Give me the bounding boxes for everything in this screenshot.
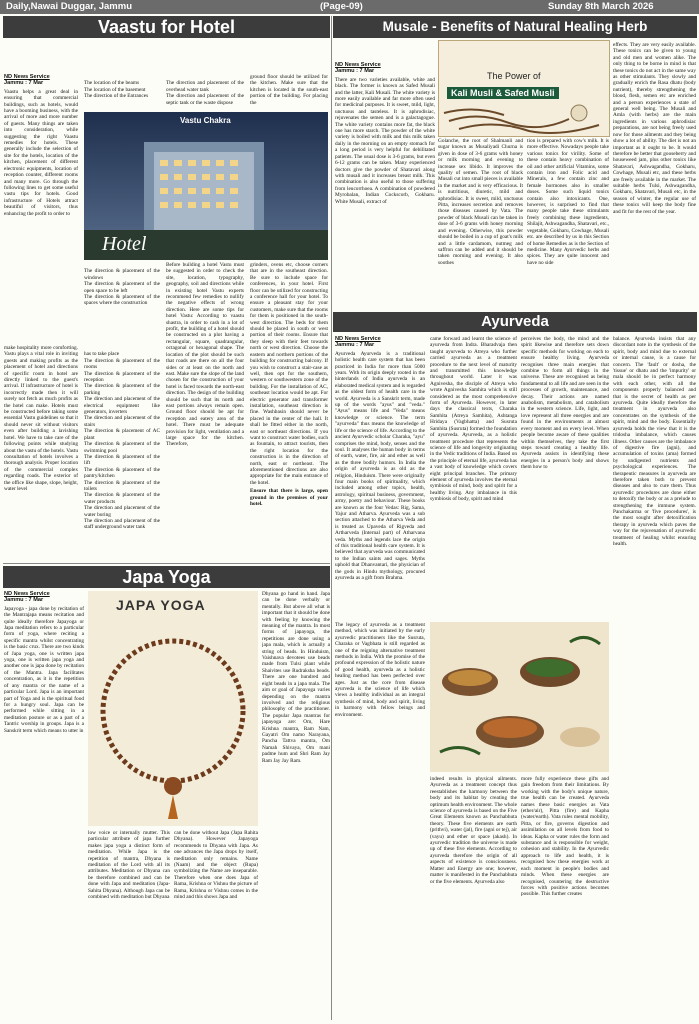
japa-col4 <box>262 591 330 1019</box>
japa-dateline: Jammu : 7 Mar <box>4 597 44 604</box>
musale-text-4: effects. They are very easily available. These tonics can be given to young and old men and women alike. The only thing to be borne in mind is that these tonics do not act in the same way as other stimulants. They slowly and gradually enrich the Rasa dhatu (body nutrient), thereby strengthening the blood, flesh, semen etc are enriched and a person experiences a state of general well being. The Musali and Amla (with herbs) are the main ingredients in various aphrodisiac preparations, are not being freely used now for those ailments and they being show a lot of ability. The diet is not an important as it ought to be. It would therefore be better that gooseberry and houseweed jam, plus other tonics like Shatavari, Ashwagandha, Gokharu, Cowhage, Musali etc, and these herbs are freely available in the market. The suitable herbs Tulsi, Ashwagandha, Gokharu, Shatavari, Musali etc, in the season of winter, the regular use of these tonics will keep the body fine and fit for the rest of the year. <box>613 42 696 215</box>
ayurveda-byline: ND News Service <box>335 336 381 342</box>
herbs-illustration <box>430 622 609 772</box>
japa-text-2: low voice or internally mutter. This particular attribute of japa further makes japa yoga a distinct form of meditation. While Japa is the repetition of mantra, Dhyana is meditation of the Lord with all its attributes. Meditation or Dhyana can be therefore combined and can be done with Japa and meditation (Japa-Sahita Dhyana). Although Japa can be combined with meditation but Dhyana <box>88 830 170 901</box>
ayurveda-photo <box>430 622 609 772</box>
vaastu-col4b <box>250 262 328 560</box>
hotel-photo <box>84 112 328 260</box>
vaastu-text-1b: make hospitality more comforting. Vastu plays a vital role in inviting guests and making profits as the placement of hotel and directions of specific room in hotel are directly linked to the guest's arrival. If infrastructure of hotel is incorrectly made then it will surely not fetch as much profits as the hotel can make. Hotels must be constructed before taking some essential Vastu guidelines so that it should never sit without visitors even after building a lavishing hotel. We have to take care of the following points while studying about the vastu of the hotels. Vastu consultation of hotels involves a thorough analysis. Proper location of the commercial complex regarding roads. The exterior of the office like shape, slope, height, water level <box>4 345 78 492</box>
musale-col3 <box>527 138 609 308</box>
section-divider <box>3 563 330 564</box>
ayurveda-text-2: came forward and learnt the science of ayurveda from Indra. Bharadvaja then taught ayurveda to Atreya who further carried ayurveda as a treatment procedure to the next level of maturity and transmitted this knowledge throughout world. Later it was Agnivesha, the disciple of Atreya who wrote Agnivesha Samhita which is still considered as the most comprehensive form of Ayurveda. However, in later days the classical texts, Charaka Samhita (Atreya Samhita), Ashtanga Hridaya (Vagbhatta) and Susruta Samhita (Susruta) formed the foundation of ayurveda. Ayurveda, as a holistic treatment procedure that represents the science of life and longevity originating in the Vedic traditions of India. Based on the principle of eternal life, ayurveda has a vast body of knowledge which covers eight principal branches. The primary element of ayurveda involves the eternal symbiosis of mind, body and spirit for a healthy living. Any imbalance in this symbiosis of body, spirit and mind <box>430 336 517 503</box>
ayurveda-more-col2 <box>521 776 609 1016</box>
japa-illustration <box>88 591 258 826</box>
ayurveda-more-col3 <box>335 622 425 1016</box>
edition-label: Daily,Nawai Duggar, Jammu <box>6 1 133 12</box>
page-number: (Page-09) <box>320 1 363 12</box>
ayurveda-more-col1 <box>430 776 517 1016</box>
ayurveda-text-1: Ayurveda Ayurveda is a traditional holistic health care system that has been practiced in India for more than 5000 years. With its origin deeply rooted in the hinterlands of India ayurveda is an elaborated medical system and is regarded as the oldest form of health care in the world. Ayurveda is a Sanskrit term, made up of the words "ayus" and "veda." "Ayus" means life and "Veda" means knowledge or science. The term "ayurveda" thus means the knowledge of life or the science of life. According to the ancient Ayurvedic scholar Charaka, "ayu" comprises the mind, body, senses and the soul. It analyses the human body in terms of earth, water, fire, air and ether as well as the three bodily humors. In India the origin of ayurveda is as old as the religion, Hinduism. There were originally four main books of spirituality, which included among other topics, health, astrology, spiritual business, government, army, poetry and behaviour. These books are known as the four Vedas: Rig, Sama, Yajur and Atharva. Ayurveda was a sub section attached to the Atharva Veda and is treated as Upaveda of Rigveda and Artharveda (Internal part) of Atharvana veda. Myths and legends lace the origin of this traditional health care system. It is believed that ayurveda was communicated to the Indian saints and sages. Myths uphold that Dhanvantari, the physician of the gods in Hindu mythology, procured ayurveda as a gift from Brahma. <box>335 350 425 582</box>
vaastu-col2 <box>84 74 160 110</box>
vaastu-text-2: The location of the beams The location of the basement The direction of the Entrances <box>84 80 149 100</box>
musli-roots-illustration <box>439 101 609 136</box>
japa-col1 <box>4 591 84 1019</box>
musale-col1 <box>335 62 435 308</box>
ayurveda-title: Ayurveda <box>333 312 697 332</box>
japa-text-4: Dhyana go hand in hand. Japa can be done verbally or mentally. But above all what is important that it should be done with feeling by knowing the meaning of the mantra. In most forms of japayoga, the repetitions are done using a japa mala, which is actually a string of beads. In Hinduism, Vaishnava devotees use beads made from Tulsi plant while Shaivites use Rudraksha beads. There are one hundred and eight beads in a japa mala. The aim or goal of Japayoga varies depending on the mantra involved and the religious philosophy of the practitioner. The popular Japa mantras for japayoga are: Om, Hare Krishna mantra, Ram Nam, Gayatri Om namo Narayana, Pancha Tattva mantra, Om Namah Shivaya, Om mani padme hum and Shri Ram Jay Ram Jay Jay Ram. <box>262 591 330 764</box>
ayurveda-text-4: balance. Ayurveda insists that any discordant note in the synthesis of the spirit, body and mind due to external or internal cause, is a cause for concern. The 'fault' or dosha, the 'tissue' or dhatu and the 'impurity' or mala should be in perfect harmony with each other, with all the components properly balanced and that is the secret of health as per ayurveda. Quite ideally therefore the treatment in ayurveda also concentrates on the synthesis of the spirit, mind and the body. Essentially ayurveda holds the view that it is the tridosha imbalance, which causes illness. Other causes are the imbalance of digestive fire (agni), and accumulation of toxins (ama) formed by undigested nutrients and psychological experiences. The therapeutic measures in ayurveda are therefore taken both to prevent diseases and also to cure them. Thus ayurvedic procedures are done either to detoxify the body or as a prelude to strengthening the immune system. Panchakarma or 'five procedures', is the most sought after detoxification therapy in ayurveda which paves the way for the rejuvenation of ayurvedic treatment of healing whilst ensuring health. <box>613 336 696 547</box>
vaastu-text-4b: grinders, ovens etc, choose corners that are in the southeast direction. Be sure to include space for conferences, in your hotel. First floor can be utilized for constructing a conference hall for your hotel. To ensure a pleasant stay for your customers, make sure that the rooms for them is positioned in the south-west direction. The beds for them should be placed in south or west portion of their rooms. Ensure that they sleep with their feet towards north or west direction. Choose the eastern and northern portions of the building for constructing balcony. If you wish to construct a stair-case as well, then opt for the southern, western or southwestern zone of the building. For the installation of AC, southeast location would be apt. For electric generator and transformer installation, southeast direction is fine. Washbasin should never be placed in the center of the hall. It shall be fitted either in the north, east or northeast directions. If you want to construct water bodies, such as fountain, to attract tourists, then the right location for the construction is in the direction of north, east or northeast. The aforementioned directions are also appropriate for the main entrance of the hotel. <box>250 262 328 486</box>
japa-text-3: can be done without Japa (Japa Rahita Dhyana). However Japayoga recommends to Dhyana with Japa. As one advances the Japa drops by itself, meditation only remains. Name (Naam) and the object (Rupa) symbolizing the Name are inseparable. Therefore when one does Japa of Rama, Krishna or Vishnu the picture of Rama, Krishna or Vishnu comes in the mind and this shows Japa and <box>174 830 258 901</box>
hotel-logo-text: Hotel <box>102 233 147 255</box>
musale-title: Musale - Benefits of Natural Healing Herb <box>333 16 697 38</box>
musale-text-2: Golanche, the root of Shalmanli and sugar known as Musaliyadi Churna is given in dose of 3-6 grams with honey or milk morning and evening to increase sex libido. It improves the quality of semen. The root of black Musali cut into small pieces is available in the market and is very efficacious. It is nutritious, diuretic, mild and aphrodisiac. It is sweet, mild, unctuous Pitta, increases secretion and removes those diseases caused by Vata. The powder of black Musali can be taken in dose of 3-6 grams with honey morning and evening. Otherwise, this powder should be boiled in a cup of goat's milk and a little cardamom, nutmeg and saffron can be added and it should be taken morning and evening. It also soothes <box>438 138 523 266</box>
musale-text-1: There are two varieties available, white and black. The former is known as Safed Musali and the latter, Kali Musali. The white variety is more easily available and far more often used for medicinal purposes. It is sweet, mild, light, unctuous and tasteless. It is aphrodisiac, rejuvenates the semen and is a galactagogue. The white variety contains more fat, the black one has more starch. The powder of the white variety is boiled with milk and this milk taken daily in the morning on an empty stomach for a long period is very helpful for debilitated patients. The usual dose is 3-6 grams, but even 6-12 grams can be taken. Many experienced doctors give the powder of Shatavari along with musali and it increases breast milk. This combination is also useful to those suffering from leucorrhoea. A combination of powdered Myrobalan, Indian Cockscorb, Gokharu. White Musali, extract of <box>335 76 435 205</box>
musale-text-3: tion is prepared with cow's milk. It is more effective. Nowadays people take various tonics for virility. Some of these contain heavy combination of oil and other artificial Vitamins, some contain iron and Folic acid and Minerals, a few contain zinc and female hormones also in smaller doses. Some such liquid tonics contain also intoxicants. One, however, is surprised to find that many people take these stimulants freely combining these ingredients, Shilajit, Ashwagandha, Shatavari, etc., vegetable, Gokharu, Cowhage, Musali etc. are described by us in this Section of home Remedies as is the Section of medicine. Many Ayurvedic herbs and spices. They are quite innocent and have no side <box>527 138 609 266</box>
issue-date: Sunday 8th March 2026 <box>548 1 654 12</box>
musale-dateline: Jammu : 7 Mar <box>335 68 375 75</box>
vaastu-col2b <box>84 262 160 342</box>
vaastu-col1b <box>4 345 78 560</box>
ayurveda-text-3: perceives the body, the mind and the spirit likewise and therefore sets down specific methods for working on each to ensure healthy living. Ayurveda recognises three main energies that combine to form all things in the universe. These are recognised as being fundamental to all life and are seen in the processes of growth, maintenance, and decay. Their actions are named anabolism, metabolism, and catabolism in the western science. Life, light, and love represent all three energies and are found in the environments at almost every moment and on every level. When people become aware of these qualities within themselves, they take the first steps toward creating a healthy life. Ayurveda assists in identifying these energies in a person's body and shows them how to <box>521 336 609 471</box>
ayurveda-col2 <box>430 336 517 620</box>
musale-col2 <box>438 138 523 308</box>
ayurveda-col3 <box>521 336 609 620</box>
vaastu-text-3b: Before building a hotel Vastu must be suggested in order to check the site, location, typography, geography, soil and directions while in existing hotel Vastu experts recommend few remedies to nullify the negative effects of wrong direction. Here are some tips for hotel Vastu: According to vaastu shastra, in order to cash in a lot of profit, the building of a hotel should be constructed on a plot having a rectangular, square, quadrangular, octagonal or hexagonal shape. The location of the plot should be such that roads are there on all the four sides or at least on the north and east. Make sure the slope of the land chosen for the construction of your hotel is faced towards the north-east direction. The design of the building should be such that its north and east portions always remain open. Ground floor should be apt for reception and eatery area of the hotel. There must be adequate provision for light, ventilation and a large space for the kitchen. Therefore, <box>166 262 244 448</box>
musli-banner <box>438 40 610 137</box>
ayurveda-more-text-1: indeed results in physical ailments. Ayurveda as a treatment concept thus reestablishes the harmony between the body and its habitat by creating the optimum health environment. The whole science of ayurveda is based on the Five Great Elements known as Panchabhuta theory. These five elements are earth (prithvi), water (jal), fire (agni or tej), air (vayu) and ether or space (akash). In ayurvedic tradition the universe is made up of these five elements. According to ayurveda therefore the origin of all aspects of existence is consciousness. Matter and Energy are one; however, matter is manifested in the Panchabhuta or the five elements. Ayurveda also <box>430 776 517 885</box>
musale-col4 <box>613 42 696 308</box>
ayurveda-col4 <box>613 336 696 1016</box>
vaastu-col2c <box>84 345 160 560</box>
vastu-chakra-caption: Vastu Chakra <box>180 116 231 125</box>
banner-line2: Kali Musli & Safed Musli <box>447 87 559 99</box>
japa-title: Japa Yoga <box>3 566 330 588</box>
hotel-illustration <box>84 112 328 260</box>
japa-col3 <box>174 830 258 1018</box>
japa-col2 <box>88 830 170 1018</box>
japa-image-title: JAPA YOGA <box>116 597 206 613</box>
vaastu-col1 <box>4 74 78 342</box>
vaastu-text-1: Vaastu helps a great deal in ensuring that commercial buildings, such as hotels, would have a booming business, with the arrival of more and more number of guests. Many things are taken into consideration, while suggesting the right Vaastu remedies for hotels. These generally include the selection of site for the hotels, location of the kitchen, placement of different electronic equipments, location of reception counter, different rooms and many more. Go through the following lines to get some useful vastu tips for hotels. Good infrastructure of Hotels attract beautiful of visitors, thus enhancing the profit to order to <box>4 88 78 217</box>
page-header <box>0 0 699 14</box>
ayurveda-dateline: Jammu : 7 Mar <box>335 342 375 349</box>
vaastu-title: Vaastu for Hotel <box>3 16 330 38</box>
vaastu-byline: ND News Service <box>4 74 50 80</box>
vaastu-text-2b: The direction & placement of the windows The direction & placement of the open space to be left The direction & placement of the spaces where the construction <box>84 268 160 307</box>
column-divider <box>331 16 332 1020</box>
japa-photo <box>88 591 258 826</box>
ayurveda-more-text-3: The legacy of ayurveda as a treatment method, which was initiated by the early ayurvedic practitioners like the Susruta, Charaka or Vagbhata is still regarded as one of the reigning alternative treatment methods in India. With the promise of the profound expression of the holistic nature of good health, ayurveda as a holistic healing method has been perfected over ages. Just as the core from disease ayurveda is the science of life which views a healthy individual as an integral synthesis of mind, body and spirit, living in harmony with fellow beings and environment. <box>335 622 425 718</box>
japa-byline: ND News Service <box>4 591 50 597</box>
vaastu-dateline: Jammu : 7 Mar <box>4 80 44 87</box>
vaastu-text-2c: has to take place The direction & placement of the rooms The direction & placement of the reception The direction & placement of the parking The direction and placement of the electrical equipment like generators, inverters The direction and placement of the stairs The direction & placement of AC plant The direction & placement of the swimming pool The direction & placement of the lift The direction & placement of the pantry/kitchen The direction & placement of the toilets The direction & placement of the water products The direction and placement of the water boring The direction and placement of the staff underground water tank <box>84 351 160 531</box>
vaastu-text-4: ground floor should be utilized for the kitchen. Make sure that the kitchen is located in the south-east portion of the building. For placing the <box>250 74 328 106</box>
vaastu-col3 <box>166 74 244 110</box>
vaastu-col4 <box>250 74 328 110</box>
japa-text-1: Japayoga - japa done by recitation of the Mantrajapa means recitation and quite ideally therefore Japayoga or Japa meditation refers to a particular form of yoga, where reciting a specific mantra whilst concentrating is the basic crux. There are two kinds of Japa yoga, one is written japa yoga, one is written japa yoga and another one is japa done by recitation of the Mantra. Japa facilitates concentration, as it is the repetition of any mantra or the name of a particular Lord. Japa is an important part of Yoga and is the spiritual food for a hungry soul. Japa can be performed while sitting in a meditation posture or as a part of a Tantric worship in groups. Japa is a Sanskrit term which means to utter in <box>4 605 84 734</box>
vaastu-emphasis: Ensure that there is large, open ground in the premises of your hotel. <box>250 488 328 508</box>
vaastu-text-3: The direction and placement of the overhead water tank The direction and placement of the septic tank or the waste dispose <box>166 80 244 106</box>
musale-byline: ND News Service <box>335 62 381 68</box>
ayurveda-more-text-2: more fully experience these gifts and gain freedom from their limitations. By working with the body's unique nature, true health can be created. Ayurveda names these basic energies as Vata (ether/air), Pitta (fire) and Kapha (water/earth). Vata rules mental mobility, Pitta, or fire, governs digestion and assimilation on all levels from food to ideas. Kapha or water rules the form and substance and is responsible for weight, cohesion and stability. In the Ayurvedic approach to life and health, it is recognised how these energies work at each moment in people's bodies and minds. When these energies are recognised, countering the destructive forces with positive actions becomes possible. This further creates <box>521 776 609 898</box>
vaastu-col3b <box>166 262 244 560</box>
banner-line1: The Power of <box>487 71 541 81</box>
ayurveda-col1 <box>335 336 425 620</box>
